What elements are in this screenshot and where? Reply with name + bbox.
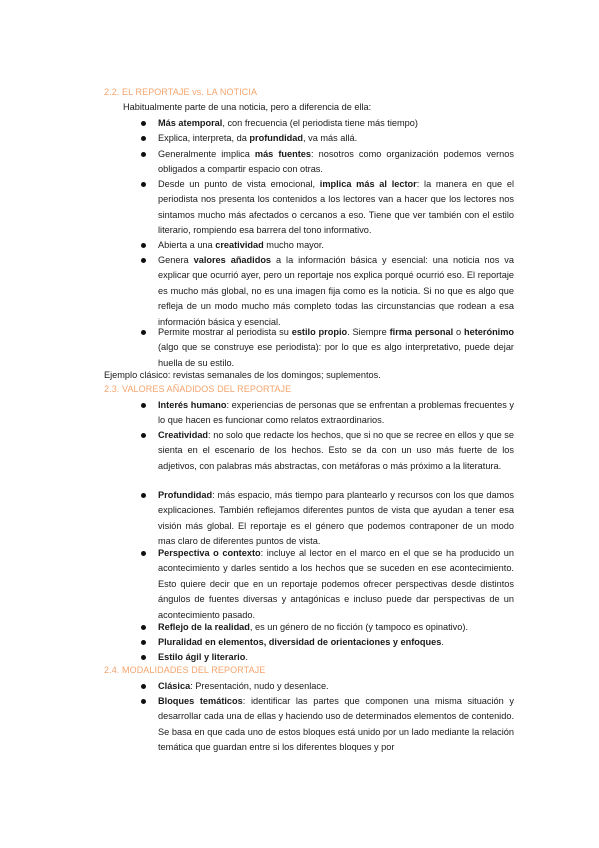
bold-term: creatividad (215, 240, 264, 250)
item-text: Explica, interpreta, da (158, 133, 250, 143)
bold-term: Más atemporal (158, 118, 223, 128)
bold-term: Interés humano (158, 400, 227, 410)
item-text: . (245, 652, 248, 662)
item-text: , es un género de no ficción (y tampoco es opinativo). (249, 622, 468, 632)
bold-term: Pluralidad en elementos, diversidad de orientaciones y enfoques (158, 637, 442, 647)
bold-term: Clásica (158, 681, 191, 691)
bullet-icon (141, 403, 146, 408)
item-text: : no solo que redacte los hechos, que si no que se recree en ellos y que se sienta en el escenario de los hechos. Esto se da con un uso más fuerte de los adjetivos, con palabras más abstractas, con metáforas o más próximo a la literatura. (158, 430, 514, 471)
item-text: Permite mostrar al periodista su (158, 327, 292, 337)
item-text: : identificar las partes que componen una misma situación y desarrollar cada una de ellas y haciendo uso de determinados elementos de contenido. Se basa en que cada uno de estos bloques está unido por un lado mediante la relación temática que guardan entre si los diferentes bloques y por (158, 696, 514, 753)
bullet-icon (141, 655, 146, 660)
bold-term: valores añadidos (193, 255, 272, 265)
bold-term: Perspectiva o contexto (158, 548, 261, 558)
bold-term: Bloques temáticos (158, 696, 243, 706)
bullet-icon (141, 493, 146, 498)
item-text: o (453, 327, 464, 337)
bold-term: Estilo ágil y literario (158, 652, 246, 662)
section-heading-2-3: 2.3. VALORES AÑADIDOS DEL REPORTAJE (104, 384, 292, 394)
bullet-icon (141, 330, 146, 335)
bullet-icon (141, 684, 146, 689)
section-heading-2-2: 2.2. EL REPORTAJE vs. LA NOTICIA (104, 87, 258, 97)
section-heading-2-4: 2.4. MODALIDADES DEL REPORTAJE (104, 665, 266, 675)
bold-term: estilo propio (291, 327, 348, 337)
bold-term: Profundidad (158, 490, 213, 500)
bullet-icon (141, 152, 146, 157)
item-text: : nosotros como organización podemos vernos obligados a compartir espacio con otras. (158, 149, 514, 175)
item-text: , va más allá. (303, 133, 358, 143)
item-text: (algo que se construye ese periodista): por lo que es algo interpretativo, puede dejar huella de su estilo. (158, 342, 514, 368)
bullet-icon (141, 640, 146, 645)
bold-term: Creatividad (158, 430, 209, 440)
bullet-icon (141, 258, 146, 263)
bullet-icon (141, 243, 146, 248)
bold-term: profundidad (249, 133, 304, 143)
bullet-icon (141, 182, 146, 187)
item-text: Genera (158, 255, 194, 265)
item-text: : incluye al lector en el marco en el que se ha producido un acontecimiento y darles sentido a los hechos que se suceden en ese acontecimiento. Esto quiere decir que en un reportaje podemos ofrecer perspectivas desde distintos ángulos de fuentes diversas y antagónicas e incluso puede dar perspectivas de un acontecimiento pasado. (158, 548, 514, 620)
item-text: a la información básica y esencial: una noticia nos va explicar que ocurrió ayer, pero un reportaje nos explica porqué ocurrió eso. El reportaje es mucho más global, no es una imagen fija como es la noticia. Si no que es algo que refleja de un modo mucho más completo todas las circunstancias que rodean a esa información básica y esencial. (158, 255, 515, 327)
bold-term: Reflejo de la realidad (158, 622, 250, 632)
item-text: Abierta a una (158, 240, 216, 250)
bold-term: heterónimo (463, 327, 515, 337)
bold-term: más fuentes (254, 149, 312, 159)
item-text: : más espacio, más tiempo para plantearlo y recursos con los que damos explicaciones. También reflejamos diferentes puntos de vista que ayudan a tener esa visión más global. El reportaje es el género que podemos contraponer de un modo mas claro de diferentes puntos de vista. (158, 490, 514, 547)
bold-term: implica más al lector (319, 179, 417, 189)
item-text: : Presentación, nudo y desenlace. (190, 681, 329, 691)
item-text: . Siempre (347, 327, 390, 337)
bullet-icon (141, 433, 146, 438)
item-text: , con frecuencia (el periodista tiene más tiempo) (222, 118, 418, 128)
item-text: Desde un punto de vista emocional, (158, 179, 320, 189)
bullet-icon (141, 625, 146, 630)
item-text: Generalmente implica (158, 149, 255, 159)
bullet-icon (141, 699, 146, 704)
bullet-icon (141, 551, 146, 556)
item-text: . (441, 637, 444, 647)
item-text: : experiencias de personas que se enfrentan a problemas frecuentes y lo que hacen es funcionar como relatos extraordinarios. (158, 400, 514, 426)
item-text: : la manera en que el periodista nos presenta los contenidos a los lectores van a hacer que los lectores nos sintamos mucho más afectados o cercanos a eso. Tiene que ver también con el estilo literario, rompiendo esa barrera del tono informativo. (158, 179, 514, 236)
bullet-icon (141, 121, 146, 126)
bold-term: firma personal (389, 327, 454, 337)
item-text: mucho mayor. (263, 240, 324, 250)
bullet-icon (141, 136, 146, 141)
closing-paragraph: Ejemplo clásico: revistas semanales de los domingos; suplementos. (104, 370, 381, 380)
section-intro: Habitualmente parte de una noticia, pero a diferencia de ella: (123, 102, 372, 112)
